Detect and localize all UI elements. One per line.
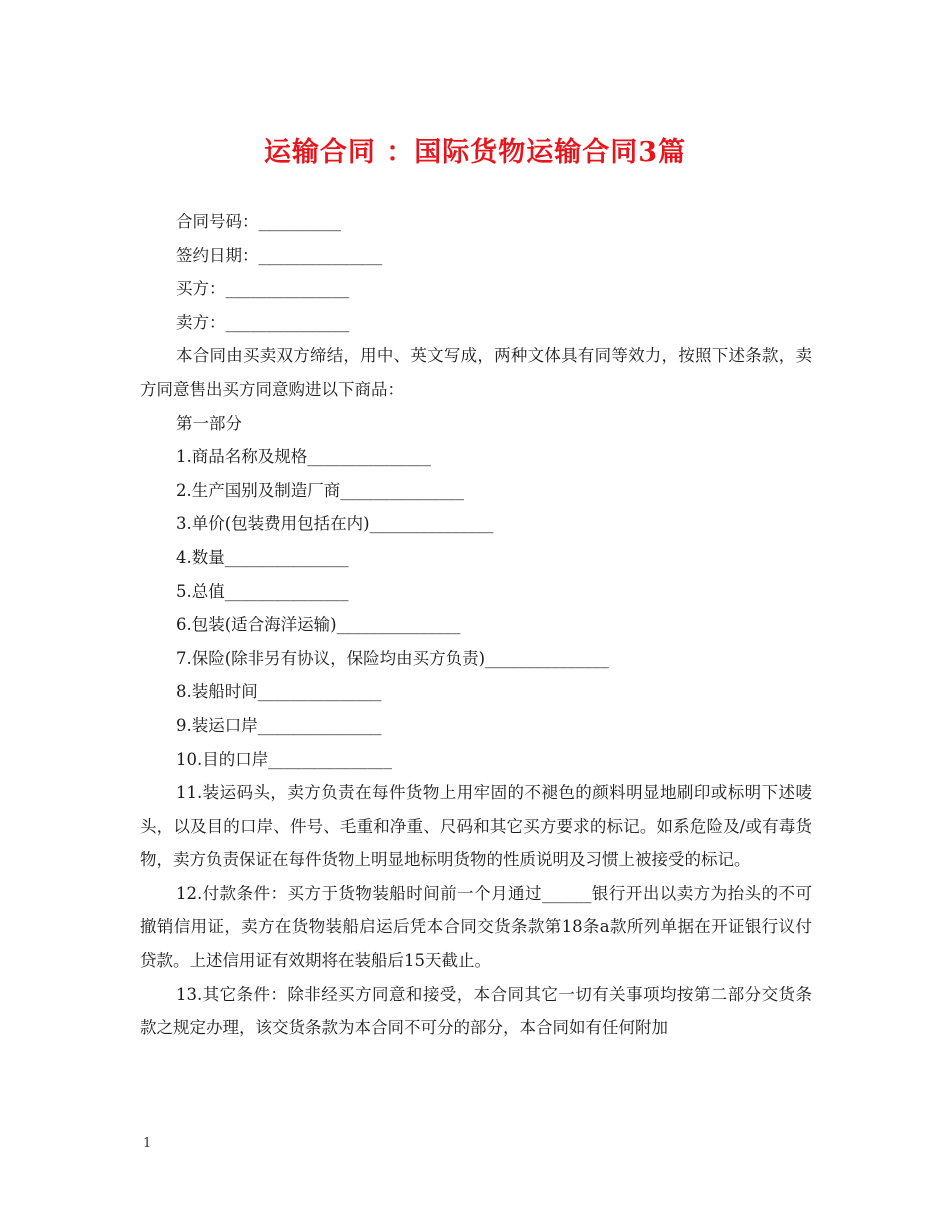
page-number: 1 [143, 1136, 152, 1151]
part-heading: 第一部分 [176, 413, 242, 433]
document-title: 运输合同 ：国际货物运输合同3篇 [263, 137, 687, 168]
item-7: 7.保险(除非另有协议，保险均由买方负责)_______________ [176, 648, 609, 668]
item-5: 5.总值_______________ [176, 581, 349, 601]
signing-date-line: 签约日期：_______________ [176, 245, 383, 265]
clause-11: 11.装运码头，卖方负责在每件货物上用牢固的不褪色的颜料明显地刷印或标明下述唛头，以及目的口岸、件号、毛重和净重、尺码和其它买方要求的标记。如系危险及/或有毒货物，卖方负责保证在每件货物上明显地标明货物的性质说明及习惯上被接受的标记。 [140, 783, 812, 870]
clause-12: 12.付款条件：买方于货物装船时间前一个月通过______银行开出以卖方为抬头的不可撤销信用证，卖方在货物装船启运后凭本合同交货条款第18条a款所列单据在开证银行议付贷款。上述信用证有效期将在装船后15天截止。 [140, 883, 812, 971]
contract-number-line: 合同号码：__________ [176, 212, 341, 231]
item-3: 3.单价(包装费用包括在内)_______________ [176, 514, 494, 534]
document-body [140, 205, 812, 1045]
item-9: 9.装运口岸_______________ [176, 715, 382, 735]
item-2: 2.生产国别及制造厂商_______________ [176, 480, 464, 500]
buyer-line: 买方：_______________ [176, 279, 350, 299]
seller-line: 卖方：_______________ [176, 312, 350, 332]
item-6: 6.包装(适合海洋运输)_______________ [176, 615, 461, 635]
item-8: 8.装船时间_______________ [176, 682, 382, 702]
item-4: 4.数量_______________ [176, 547, 349, 567]
intro-paragraph: 本合同由买卖双方缔结，用中、英文写成，两种文体具有同等效力，按照下述条款，卖方同意售出买方同意购进以下商品： [140, 346, 812, 399]
item-10: 10.目的口岸_______________ [176, 749, 392, 769]
item-1: 1.商品名称及规格_______________ [176, 447, 431, 467]
clause-13: 13.其它条件：除非经买方同意和接受，本合同其它一切有关事项均按第二部分交货条款之规定办理，该交货条款为本合同不可分的部分，本合同如有任何附加 [140, 984, 812, 1038]
